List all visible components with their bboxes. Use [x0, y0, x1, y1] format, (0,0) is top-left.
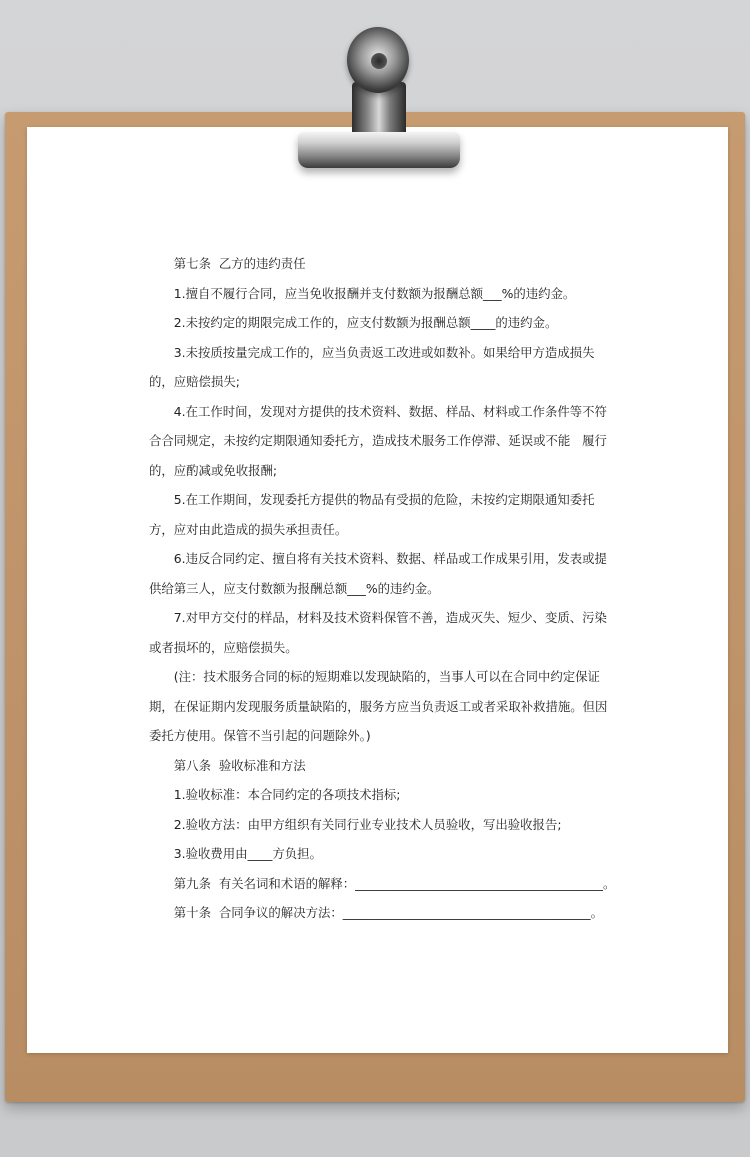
article7-item-3: 3.未按质按量完成工作的，应当负责返工改进或如数补。如果给甲方造成损失的，应赔偿损失; [149, 344, 595, 389]
article7-item-1: 1.擅自不履行合同，应当免收报酬并支付数额为报酬总额___%的违约金。 [173, 285, 576, 301]
article7-note: (注：技术服务合同的标的短期难以发现缺陷的，当事人可以在合同中约定保证期，在保证期内发现服务质量缺陷的，服务方应当负责返工或者采取补救措施。但因委托方使用。保管不当引起的问题除外。) [149, 669, 608, 743]
clip-hole [371, 53, 387, 69]
clip-base [298, 132, 460, 168]
article7-item-5: 5.在工作期间，发现委托方提供的物品有受损的危险，未按约定期限通知委托方，应对由此造成的损失承担责任。 [149, 492, 595, 537]
article7-item-4: 4.在工作时间，发现对方提供的技术资料、数据、样品、材料或工作条件等不符合合同规定，未按约定期限通知委托方，造成技术服务工作停滞、延误或不能 履行的，应酌减或免收报酬; [149, 403, 607, 478]
article8-heading: 第八条 验收标准和方法 [173, 757, 306, 773]
article9: 第九条 有关名词和术语的解释：________________________________________。 [173, 875, 616, 891]
article7-item-6: 6.违反合同约定、擅自将有关技术资料、数据、样品或工作成果引用，发表或提供给第三人，应支付数额为报酬总额___%的违约金。 [149, 551, 607, 596]
article7-item-2: 2.未按约定的期限完成工作的，应支付数额为报酬总额____的违约金。 [173, 315, 558, 330]
document-body [149, 249, 619, 928]
article8-item-3: 3.验收费用由____方负担。 [173, 846, 322, 861]
article7-item-7: 7.对甲方交付的样品，材料及技术资料保管不善，造成灭失、短少、变质、污染或者损坏的，应赔偿损失。 [149, 610, 607, 655]
article10: 第十条 合同争议的解决方法：________________________________________。 [173, 905, 603, 920]
article8-item-2: 2.验收方法：由甲方组织有关同行业专业技术人员验收，写出验收报告; [173, 816, 562, 832]
article7-heading: 第七条 乙方的违约责任 [173, 256, 306, 271]
article8-item-1: 1.验收标准：本合同约定的各项技术指标; [173, 787, 401, 802]
